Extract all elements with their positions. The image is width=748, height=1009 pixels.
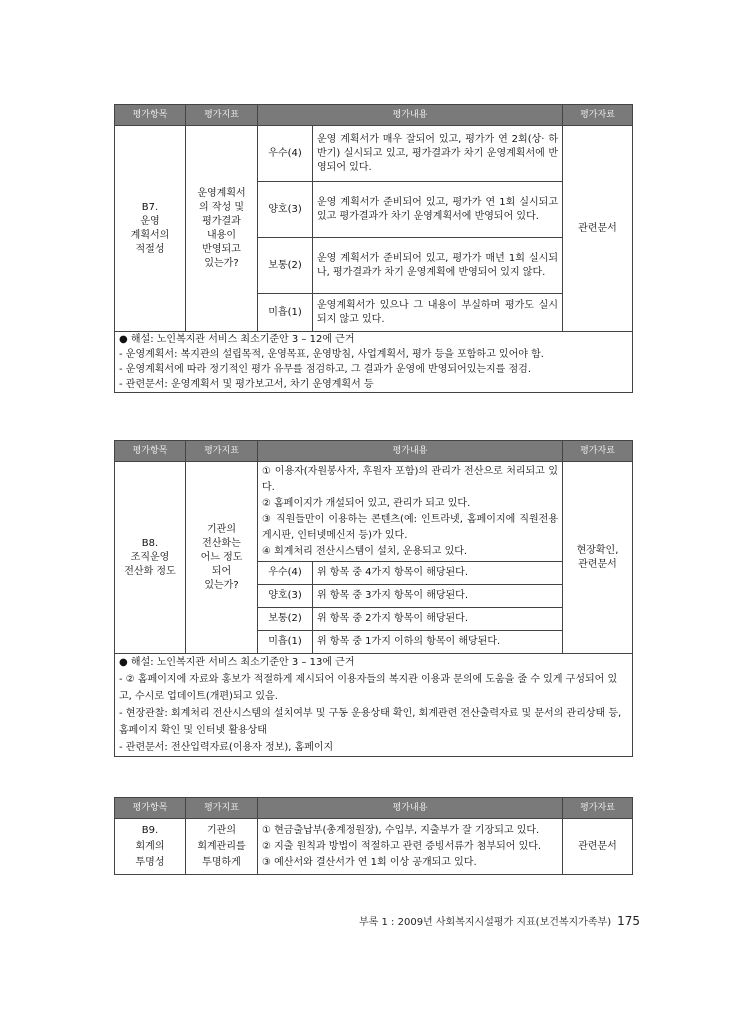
- header-content: 평가내용: [258, 441, 563, 462]
- b7-note: - 운영계획서: 복지관의 설립목적, 운영목표, 운영방침, 사업계획서, 평가 등을 포함하고 있어야 함.: [119, 349, 544, 360]
- b7-grade-4: 미흡(1): [258, 294, 313, 332]
- b8-text-2: 위 항목 중 3가지 항목이 해당된다.: [313, 585, 563, 608]
- b7-material: 관련문서: [563, 126, 633, 332]
- b7-note: ● 해설: 노인복지관 서비스 최소기준안 3 – 12에 근거: [119, 334, 355, 345]
- b9-table: [114, 797, 633, 875]
- b7-text-3: 운영 계획서가 준비되어 있고, 평가가 매년 1회 실시되나, 평가결과가 차기 운영계획에 반영되어 있지 않다.: [313, 238, 563, 294]
- b7-grade-3: 보통(2): [258, 238, 313, 294]
- header-item: 평가항목: [115, 105, 186, 126]
- header-indicator: 평가지표: [186, 105, 258, 126]
- b7-text-2: 운영 계획서가 준비되어 있고, 평가가 연 1회 실시되고 있고 평가결과가 차기 운영계획서에 반영되어 있다.: [313, 182, 563, 238]
- b8-criterion: ④ 회계처리 전산시스템이 설치, 운용되고 있다.: [262, 545, 468, 557]
- page-footer: [330, 913, 640, 928]
- b9-row: [115, 819, 633, 875]
- b7-indicator: 운영계획서 의 작성 및 평가결과 내용이 반영되고 있는가?: [186, 126, 258, 332]
- b9-indicator: 기관의 회계관리를 투명하게: [186, 819, 258, 875]
- b8-grade-3: 보통(2): [258, 608, 313, 631]
- b8-criterion: ② 홈페이지가 개설되어 있고, 관리가 되고 있다.: [262, 497, 471, 509]
- b8-material: 현장확인, 관련문서: [563, 462, 633, 654]
- header-content: 평가내용: [258, 105, 563, 126]
- footer-text: 부록 1 : 2009년 사회복지시설평가 지표(보건복지가족부): [359, 917, 612, 928]
- header-item: 평가항목: [115, 441, 186, 462]
- page-number: 175: [617, 914, 640, 928]
- b7-level-row: [115, 126, 633, 182]
- b8-table: [114, 440, 633, 757]
- b7-text-4: 운영계획서가 있으나 그 내용이 부실하며 평가도 실시되지 않고 있다.: [313, 294, 563, 332]
- b7-text-1: 운영 계획서가 매우 잘되어 있고, 평가가 연 2회(상· 하반기) 실시되고 있고, 평가결과가 차기 운영계획서에 반영되어 있다.: [313, 126, 563, 182]
- header-indicator: 평가지표: [186, 798, 258, 819]
- b7-grade-1: 우수(4): [258, 126, 313, 182]
- b8-text-4: 위 항목 중 1가지 이하의 항목이 해당된다.: [313, 631, 563, 654]
- b8-notes-row: [115, 654, 633, 757]
- b8-criterion: ① 이용자(자원봉사자, 후원자 포함)의 관리가 전산으로 처리되고 있다.: [262, 465, 558, 493]
- b9-header-row: [115, 798, 633, 819]
- header-content: 평가내용: [258, 798, 563, 819]
- b8-note: ● 해설: 노인복지관 서비스 최소기준안 3 – 13에 근거: [119, 657, 355, 668]
- b8-criteria-row: [115, 462, 633, 562]
- b9-criteria: [258, 819, 563, 875]
- b7-notes-row: [115, 332, 633, 393]
- b8-header-row: [115, 441, 633, 462]
- header-material: 평가자료: [563, 441, 633, 462]
- b8-grade-1: 우수(4): [258, 562, 313, 585]
- b8-criterion: ③ 직원들만이 이용하는 콘텐츠(예: 인트라넷, 홈페이지에 직원전용게시판, 인터넷메신저 등)가 있다.: [262, 513, 558, 541]
- b8-text-3: 위 항목 중 2가지 항목이 해당된다.: [313, 608, 563, 631]
- b7-notes: [115, 332, 633, 393]
- b9-material: 관련문서: [563, 819, 633, 875]
- b7-note: - 운영계획서에 따라 정기적인 평가 유무를 점검하고, 그 결과가 운영에 반영되어있는지를 점검.: [119, 364, 532, 375]
- b9-criterion: ③ 예산서와 결산서가 연 1회 이상 공개되고 있다.: [262, 856, 477, 868]
- b9-criterion: ② 지출 원칙과 방법이 적절하고 관련 증빙서류가 첨부되어 있다.: [262, 840, 542, 852]
- header-material: 평가자료: [563, 105, 633, 126]
- b8-grade-4: 미흡(1): [258, 631, 313, 654]
- b7-grade-2: 양호(3): [258, 182, 313, 238]
- header-indicator: 평가지표: [186, 441, 258, 462]
- b8-notes: [115, 654, 633, 757]
- b9-criterion: ① 현금출납부(총계정원장), 수입부, 지출부가 잘 기장되고 있다.: [262, 824, 540, 836]
- b8-note: - 현장관찰: 회계처리 전산시스템의 설치여부 및 구동 운용상태 확인, 회계관련 전산출력자료 및 문서의 관리상태 등, 홈페이지 확인 및 인터넷 활용상태: [119, 708, 622, 736]
- b7-note: - 관련문서: 운영계획서 및 평가보고서, 차기 운영계획서 등: [119, 379, 374, 390]
- b8-criteria: [258, 462, 563, 562]
- header-material: 평가자료: [563, 798, 633, 819]
- b7-header-row: [115, 105, 633, 126]
- b7-table: [114, 104, 633, 393]
- b9-item: B9. 회계의 투명성: [115, 819, 186, 875]
- b8-text-1: 위 항목 중 4가지 항목이 해당된다.: [313, 562, 563, 585]
- b8-grade-2: 양호(3): [258, 585, 313, 608]
- b7-item: B7. 운영 계획서의 적절성: [115, 126, 186, 332]
- b8-note: - ② 홈페이지에 자료와 홍보가 적절하게 제시되어 이용자들의 복지관 이용과 문의에 도움을 줄 수 있게 구성되어 있고, 수시로 업데이트(개편)되고 있음.: [119, 674, 618, 702]
- header-item: 평가항목: [115, 798, 186, 819]
- b8-note: - 관련문서: 전산입력자료(이용자 정보), 홈페이지: [119, 742, 334, 753]
- b8-item: B8. 조직운영 전산화 정도: [115, 462, 186, 654]
- b8-indicator: 기관의 전산화는 어느 정도 되어 있는가?: [186, 462, 258, 654]
